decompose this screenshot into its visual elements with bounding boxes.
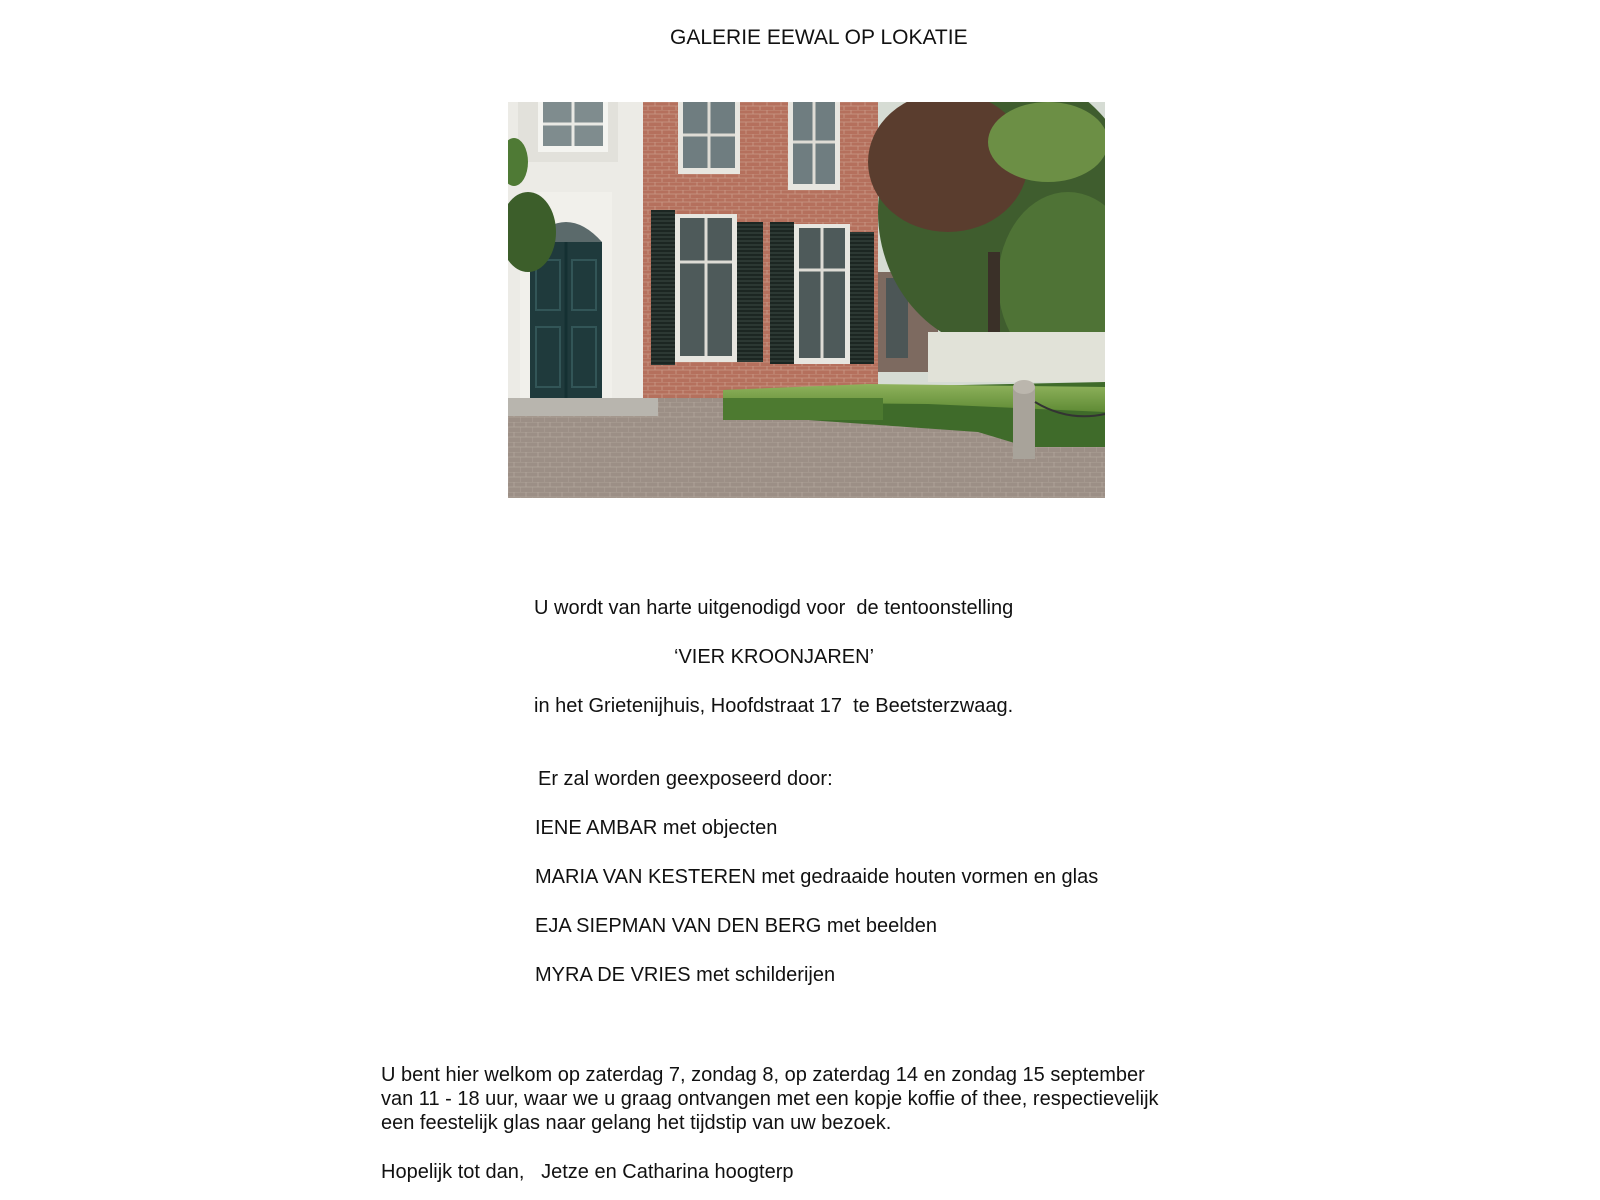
building-photo (508, 102, 1105, 498)
exhibitors-heading: Er zal worden geexposeerd door: (538, 768, 833, 790)
closing-signature: Hopelijk tot dan, Jetze en Catharina hoogterp (381, 1161, 794, 1183)
page-title: GALERIE EEWAL OP LOKATIE (670, 26, 968, 49)
invitation-intro: U wordt van harte uitgenodigd voor de tentoonstelling (534, 597, 1014, 619)
exhibitor-item: EJA SIEPMAN VAN DEN BERG met beelden (535, 915, 938, 937)
exhibitor-item: IENE AMBAR met objecten (535, 817, 778, 839)
exhibitor-item: MYRA DE VRIES met schilderijen (535, 964, 836, 986)
welcome-line: een feestelijk glas naar gelang het tijdstip van uw bezoek. (381, 1112, 892, 1134)
welcome-line: U bent hier welkom op zaterdag 7, zondag 8, op zaterdag 14 en zondag 15 september (381, 1064, 1145, 1086)
welcome-line: van 11 - 18 uur, waar we u graag ontvangen met een kopje koffie of thee, respectievelijk (381, 1088, 1159, 1110)
exhibitor-item: MARIA VAN KESTEREN met gedraaide houten vormen en glas (535, 866, 1099, 888)
exhibition-location: in het Grietenijhuis, Hoofdstraat 17 te Beetsterzwaag. (534, 695, 1014, 717)
exhibition-title: ‘VIER KROONJAREN’ (674, 646, 875, 668)
